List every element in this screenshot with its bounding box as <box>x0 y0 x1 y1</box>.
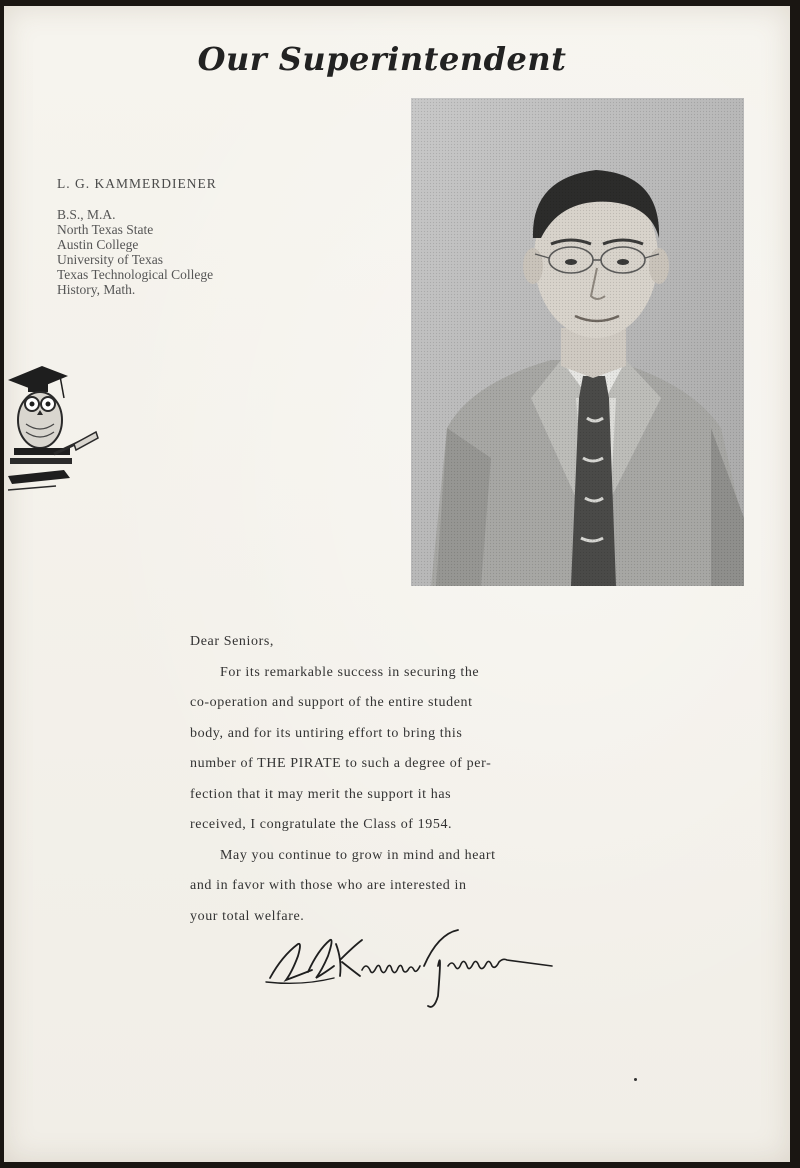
letter-line: fection that it may merit the support it has <box>190 786 452 802</box>
letter-line: body, and for its untiring effort to bring this <box>190 725 463 741</box>
graduation-owl-icon <box>4 358 104 503</box>
bio-block <box>57 176 217 297</box>
letter-line: May you continue to grow in mind and heart <box>220 847 496 863</box>
letter-line: and in favor with those who are interested in <box>190 878 467 893</box>
letter-line: received, I congratulate the Class of 1954. <box>190 817 453 832</box>
bio-line-school-4: Texas Technological College <box>57 267 214 282</box>
letter-line: number of THE PIRATE to such a degree of per- <box>190 756 492 771</box>
bio-name: L. G. KAMMERDIENER <box>57 176 217 191</box>
bio-line-degrees: B.S., M.A. <box>57 207 116 222</box>
bio-line-school-2: Austin College <box>57 237 139 252</box>
superintendent-portrait <box>411 98 744 586</box>
letter-line: your total welfare. <box>190 908 305 924</box>
yearbook-page <box>4 6 790 1162</box>
bio-line-school-3: University of Texas <box>57 252 164 267</box>
letter-salutation: Dear Seniors, <box>190 634 275 649</box>
bio-line-school-1: North Texas State <box>57 222 154 237</box>
bio-line-subjects: History, Math. <box>57 282 136 297</box>
letter-line: For its remarkable success in securing the <box>220 664 480 680</box>
paper-speck <box>634 1078 637 1081</box>
letter-line: co-operation and support of the entire student <box>190 695 473 710</box>
signature <box>262 926 562 1011</box>
page-title: Our Superintendent <box>197 40 567 78</box>
letter-body <box>190 627 590 932</box>
